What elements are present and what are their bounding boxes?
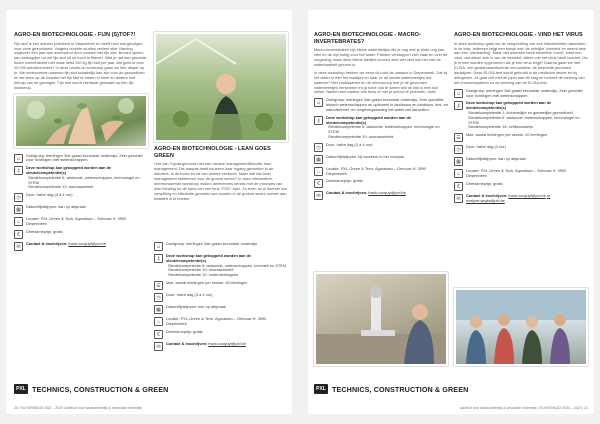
key-icon: ⚷ [154, 254, 163, 263]
sleutel-row: ⚷ Deze workshop kan gekoppeld worden aan de sleutelcompetentie(s) Sleutelcompetentie 1: lichamelijke en geestelijke gezondheid Sleutelcompetentie 6: wiskunde, wetenschappen, technologie en STEM Sleutelcompetentie 16: zelfbewustzijn [454, 101, 588, 130]
people-icon: ☺ [155, 244, 162, 250]
key-icon: ⚷ [314, 116, 323, 125]
datum-row: ▦ Datum/tijdstippen: bij voorkeur in het voorjaar [314, 155, 448, 164]
doelgroep-row: ☺ Doelgroep: leerlingen 3de graad secundair onderwijs. Zeer geschikt voor richtingen met wetenschappen. [15, 152, 143, 163]
brand-title: TECHNICS, CONSTRUCTION & GREEN [332, 384, 469, 394]
brand-bar [14, 384, 168, 394]
max-row: ☰ Max. aantal leerlingen per sessie: 16 leerlingen [154, 281, 288, 290]
locatie-row: ⌂ Locatie: PXL-Green & Tech, Agoralaan – Gebouw H, 3590 Diepenbeek [154, 317, 288, 327]
calendar-icon: ▦ [154, 305, 163, 314]
right-page [308, 10, 594, 414]
photo-hands-leaves [14, 94, 148, 148]
article-body: Fijn stof is een actueel probleem in Vlaanderen en heeft heel wat gevolgen voor onze gezondheid. Volgens recente studies verliest elke Vlaming ongeveer één jaar aan levensduur door contact met fijn stof. Bomen spelen een belangrijke rol om fijn stof uit de lucht te filteren. Wist je dat een gezonde boom overeenkomt met maar liefst 100 kg fijn stof per jaar, dat goed is voor 10.000 autokilometers? In deze hands-on workshop gaan we hier dieper op in. We onderzoeken waarom fijn stof schadelijk kan zijn voor de gezondheid en we leren op de koolstof het fijn stof te meten in onze en andere met behulp van de gevolgen. Fijn stof wordt zichtbaar gemaakt op één fijn workshop. [14, 40, 147, 90]
brand-title: TECHNICS, CONSTRUCTION & GREEN [32, 384, 169, 394]
euro-icon: € [314, 179, 323, 188]
locatie-row: ⌂ Locatie: PXL-Green & Tech, Agoralaan – Gebouw H, 3590 Diepenbeek [14, 217, 148, 227]
contact-row: ✉ Contact & inschrijven: frank.cocquyt@pxl.be of evelyne.wuyts@pxl.be [454, 194, 588, 204]
brand-bar [314, 384, 468, 394]
contact-row: ✉ Contact & inschrijven: frank.cocquyt@pxl.be [14, 242, 148, 251]
left-page [6, 10, 292, 414]
prijs-row: € Deelnameprijs: gratis [154, 330, 288, 339]
article-body: Macro-invertebraten zijn kleine waterdiertjes die je nog met je blote oog kan zien en de zijn nuttig voor het water. Planten verstoppen zich vaak en over de omgeving, maar deze kleine diertjes kunnen zeer wel veel ook het met de waterkwaliteit gezond is. [314, 47, 448, 67]
key-icon: ⚷ [14, 166, 23, 175]
location-icon: ⌂ [314, 167, 323, 176]
people-icon: ☺ [455, 90, 462, 97]
microscope-illustration [316, 274, 446, 364]
contact-email-link[interactable]: frank.cocquyt@pxl.be [68, 240, 106, 246]
pxl-logo: PXL [14, 384, 28, 394]
article-title: AGRO-EN BIOTECHNOLOGIE - LEAN GOES GREEN [154, 146, 271, 159]
article-body: Ooit van Toyota gehoord met een nieuwe managementfilosofie: lean management. Die aanpak heeft intussen haar ingang gevonden in de industrie, in de bouw en tal van andere sectoren. Maar wat kan lean management betekenen voor de groene sector? In deze interactieve, kennismakende workshop maken deelnemers kennis met de principes van lean thinking en de hand van een leuk "FGD"-spel. Zo leren ze al doende hoe verspilling en efficiëntie gemeten kan worden in de groene sector zonder aan kwaliteit in te boeten. [154, 161, 288, 201]
greenhouse-illustration [156, 34, 286, 140]
photo-person-greenhouse [154, 32, 288, 142]
key-icon: ⚷ [454, 101, 463, 110]
duur-row: ◷ Duur: halve dag (3 uur) [454, 145, 588, 154]
group-icon: ☰ [154, 281, 163, 290]
locatie-row: ⌂ Locatie: PXL-Green & Tech, Agoralaan – Gebouw H, 3590 Diepenbeek [454, 169, 588, 179]
mail-icon: ✉ [14, 242, 23, 251]
article-title: AGRO-EN BIOTECHNOLOGIE - FIJN (S)TOF?! [14, 32, 136, 38]
doelgroep-row: ☺ Doelgroep: leerlingen 3de graad secundair onderwijs [155, 241, 258, 250]
duur-row: ◷ Duur: halve dag (3 à 4 uur) [314, 143, 448, 152]
duur-row: ◷ Duur: halve dag (3 à 4 uur) [154, 293, 288, 302]
clock-icon: ◷ [314, 143, 323, 152]
students-illustration [456, 290, 586, 364]
locatie-row: ⌂ Locatie: PXL-Green & Tech, Agoralaan – Gebouw H, 3590 Diepenbeek [314, 167, 448, 177]
prijs-row: € Deelnameprijs: gratis [454, 182, 588, 191]
page-footer: 20 | SCHOENKADI 2022 – 2023 | Aanbod voor basisonderwijs & secundair onderwijs [14, 406, 142, 410]
calendar-icon: ▦ [14, 205, 23, 214]
mail-icon: ✉ [154, 342, 163, 351]
calendar-icon: ▦ [454, 157, 463, 166]
contact-email-link[interactable]: frank.cocquyt@pxl.be [368, 190, 406, 196]
mail-icon: ✉ [314, 191, 323, 200]
doelgroep-row: ☺ Doelgroep: leerlingen 3de graad secundair onderwijs. Zeer specifiek biotech wetenschappen en optioneel in landbouw en tuinbouw, bos- en natuurbeheer, en omgevingsaanleg het water wel aanvullen. [315, 97, 448, 112]
photo-microscope-wrap [314, 272, 448, 366]
prijs-row: € Deelnameprijs: gratis [314, 179, 448, 188]
sleutel-row: ⚷ Deze workshop kan gekoppeld worden aan de sleutelcompetentie(s) Sleutelcompetentie 6: wiskunde, wetenschappen, technologie en STEM Sleutelcompetentie 12: duurzaamheid [14, 166, 148, 190]
datum-row: ▦ Datum/tijdstippen: kan op afspraak [454, 157, 588, 166]
prijs-row: € Deelnameprijs: gratis [14, 230, 148, 239]
datum-row: ▦ Datum/tijdstippen: kan op afspraak [154, 305, 288, 314]
euro-icon: € [154, 330, 163, 339]
clock-icon: ◷ [154, 293, 163, 302]
photo-group-wrap [454, 288, 588, 366]
article-macro-invertebrates [314, 32, 448, 203]
clock-icon: ◷ [454, 145, 463, 154]
contact-email-link-2[interactable]: of evelyne.wuyts@pxl.be [466, 192, 551, 203]
clock-icon: ◷ [14, 193, 23, 202]
sleutel-row: ⚷ Deze workshop kan gekoppeld worden aan de sleutelcompetentie(s) Sleutelcompetentie 6: wiskunde, wetenschappen, techniek en STEM Sleutelcompetentie 10: duurzaamheid Sleutelcompetentie 12: ondernemingszin [154, 254, 288, 278]
pxl-logo: PXL [314, 384, 328, 394]
article-body: In deze workshop gaan we de verspreiding van een infectieziekte nabootsen in de klas. Iedereen krijgt een buisje met 'de erfelijke' vloeistof en neemt deel aan een 'uitwisseling'. Maar niet iedereen heeft hetzelfde 'vocht', want een virus, dat alleen ziek is van de vloeistof, alleen wie het virus heeft besmet. Ga je ermee worden opgenomen als je een virus krijgt? Daarna gaan we met ELISA, een gestandaardiseerde immunotest, de besmette personen aanwijzen. Deze ELISA-test wordt gebruikt in de medische sector en bij allergenen. Je gaat zelf met de pipet aan de slag en herkent de werking van het immuunsysteem en de werking van de ELISA-test. [454, 40, 588, 85]
page-footer: Aanbod voor basisonderwijs & secundair onderwijs | SCHOENKADI 2022 – 2023 | 21 [459, 406, 588, 410]
mail-icon: ✉ [454, 194, 463, 203]
location-icon: ⌂ [154, 317, 163, 326]
euro-icon: € [14, 230, 23, 239]
hands-leaves-illustration [16, 96, 146, 146]
article-lean-green [154, 32, 288, 204]
people-icon: ☺ [15, 155, 22, 162]
calendar-icon: ▦ [314, 155, 323, 164]
article-title: AGRO-EN BIOTECHNOLOGIE - VIND HET VIRUS [454, 32, 583, 38]
location-icon: ⌂ [14, 217, 23, 226]
datum-row: ▦ Datum/tijdstippen: kan op afspraak [14, 205, 148, 214]
doelgroep-row: ☺ Doelgroep: leerlingen 3de graad secundair onderwijs. Zeer geschikt voor richtingen met wetenschappen. [455, 87, 583, 98]
article-body-2: In deze workshop trekken we eerst uit rond de campus in Diepenbeek. Dat zij het water in met het waaltjes en daar ze de aantal waterbeestjes het kaderen? Met zoekkaarten en de microscoop leer je de gevonden waterbeestjes herkennen en ja komt ook te weten wat de link is met hun milieu. Nadien een nadere ook thuis of met je school te proberen, doel! [314, 69, 448, 95]
location-icon: ⌂ [454, 169, 463, 178]
sleutel-row: ⚷ Deze workshop kan gekoppeld worden aan de sleutelcompetentie(s) Sleutelcompetentie 6: wiskunde, wetenschappen, technologie en STEM Sleutelcompetentie 10: duurzaamheid [314, 116, 448, 140]
max-row: ☰ Max. aantal leerlingen per sessie: 20 leerlingen [454, 133, 588, 142]
contact-email-link[interactable]: frank.cocquyt@pxl.be [208, 340, 246, 346]
article-lean-green-info [154, 242, 288, 354]
duur-row: ◷ Duur: halve dag (3 à 4 uur) [14, 193, 148, 202]
people-icon: ☺ [315, 100, 322, 107]
group-icon: ☰ [454, 133, 463, 142]
contact-row: ✉ Contact & inschrijven: frank.cocquyt@pxl.be [314, 191, 448, 200]
euro-icon: € [454, 182, 463, 191]
article-vind-het-virus [454, 32, 588, 206]
article-fijn-stof [14, 32, 148, 254]
contact-email-link[interactable]: frank.cocquyt@pxl.be [508, 192, 546, 198]
article-title: AGRO-EN BIOTECHNOLOGIE - MACRO-INVERTEBRATES? [314, 32, 421, 45]
photo-microscope [314, 272, 448, 366]
photo-students-group [454, 288, 588, 366]
contact-row: ✉ Contact & inschrijven: frank.cocquyt@pxl.be [154, 342, 288, 351]
